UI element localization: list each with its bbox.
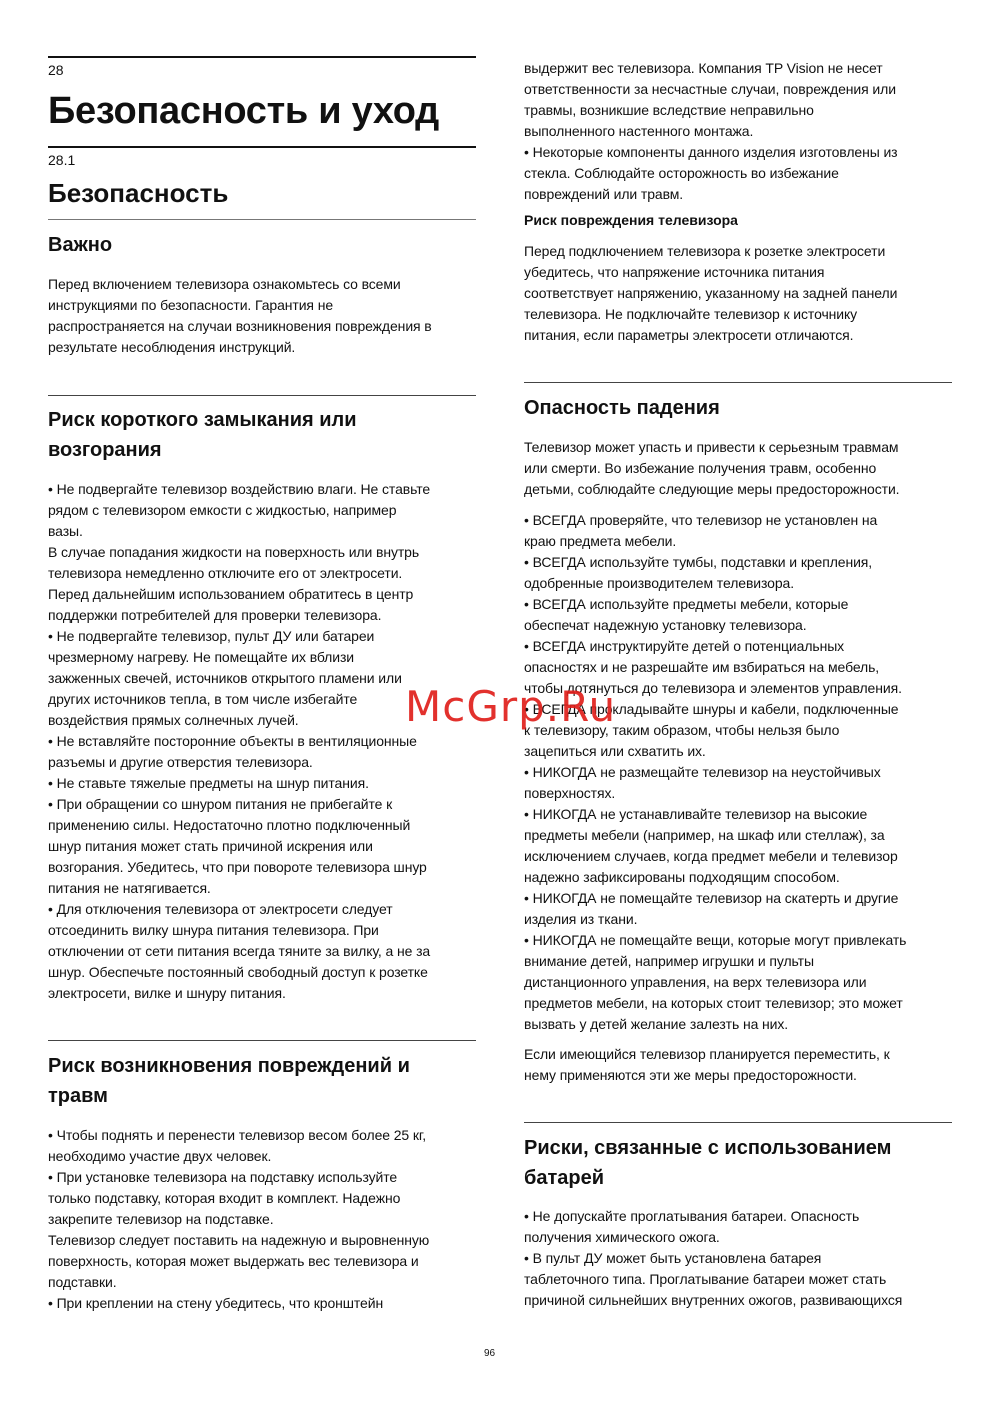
- text-line: Телевизор следует поставить на надежную и выровненную: [48, 1232, 430, 1248]
- paragraph-tv-damage: [524, 241, 897, 346]
- text-line: травм: [48, 1085, 108, 1107]
- text-line: • Некоторые компоненты данного изделия изготовлены из: [524, 144, 898, 160]
- text-line: к телевизору, таким образом, чтобы нельзя было: [524, 722, 840, 738]
- text-line: Перед подключением телевизора к розетке электросети: [524, 243, 886, 259]
- divider: [524, 1122, 952, 1123]
- text-line: • НИКОГДА не размещайте телевизор на неустойчивых: [524, 764, 881, 780]
- text-line: подставки.: [48, 1274, 117, 1290]
- text-line: отключении от сети питания всегда тяните за вилку, а не за: [48, 943, 431, 959]
- text-line: шнур питания может стать причиной искрения или: [48, 838, 373, 854]
- text-line: • Не допускайте проглатывания батареи. Опасность: [524, 1208, 860, 1224]
- text-line: изделия из ткани.: [524, 911, 638, 927]
- text-line: рядом с телевизором емкости с жидкостью, например: [48, 502, 397, 518]
- text-line: • При установке телевизора на подставку используйте: [48, 1169, 398, 1185]
- text-line: вызвать у детей желание залезть на них.: [524, 1016, 789, 1032]
- text-line: • При обращении со шнуром питания не прибегайте к: [48, 796, 393, 812]
- text-line: закрепите телевизор на подставке.: [48, 1211, 274, 1227]
- text-line: • В пульт ДУ может быть установлена батарея: [524, 1250, 822, 1266]
- text-line: Если имеющийся телевизор планируется переместить, к: [524, 1046, 890, 1062]
- text-line: одобренные производителем телевизора.: [524, 575, 795, 591]
- text-line: Телевизор может упасть и привести к серьезным травмам: [524, 439, 899, 455]
- paragraph-short-circuit: [48, 479, 430, 1004]
- text-line: травмы, возникшие вследствие неправильно: [524, 102, 814, 118]
- paragraph-battery-risk: [524, 1206, 902, 1311]
- text-line: краю предмета мебели.: [524, 533, 677, 549]
- text-line: • НИКОГДА не помещайте вещи, которые могут привлекать: [524, 932, 907, 948]
- text-line: таблеточного типа. Проглатывание батареи может стать: [524, 1271, 887, 1287]
- text-line: • ВСЕГДА инструктируйте детей о потенциальных: [524, 638, 845, 654]
- text-line: Риск возникновения повреждений и: [48, 1055, 410, 1077]
- chapter-number: 28: [48, 62, 64, 78]
- text-line: • Не ставьте тяжелые предметы на шнур питания.: [48, 775, 369, 791]
- paragraph-tip-over-intro: [524, 437, 899, 500]
- text-line: • ВСЕГДА используйте предметы мебели, которые: [524, 596, 849, 612]
- text-line: получения химического ожога.: [524, 1229, 720, 1245]
- heading-injury-risk: [48, 1051, 410, 1111]
- paragraph-important: [48, 274, 432, 358]
- text-line: вазы.: [48, 523, 83, 539]
- text-line: Перед включением телевизора ознакомьтесь со всеми: [48, 276, 401, 292]
- text-line: выдержит вес телевизора. Компания TP Vision не несет: [524, 60, 883, 76]
- text-line: результате несоблюдения инструкций.: [48, 339, 296, 355]
- text-line: шнур. Обеспечьте постоянный свободный доступ к розетке: [48, 964, 428, 980]
- section-rule: [48, 146, 476, 148]
- text-line: дистанционного управления, на верх телевизора или: [524, 974, 867, 990]
- divider: [48, 219, 476, 220]
- paragraph-tip-over-rules: [524, 510, 906, 1035]
- text-line: предметов мебели, на которых стоит телевизор; это может: [524, 995, 903, 1011]
- chapter-title: Безопасность и уход: [48, 90, 439, 132]
- text-line: убедитесь, что напряжение источника питания: [524, 264, 825, 280]
- text-line: надежно зафиксированы подходящим способом.: [524, 869, 840, 885]
- text-line: чтобы дотянуться до телевизора и элементов управления.: [524, 680, 902, 696]
- heading-tv-damage: [524, 210, 738, 231]
- text-line: выполненного настенного монтажа.: [524, 123, 754, 139]
- text-line: возгорания. Убедитесь, что при повороте телевизора шнур: [48, 859, 427, 875]
- text-line: повреждений или травм.: [524, 186, 684, 202]
- text-line: нему применяются эти же меры предосторожности.: [524, 1067, 857, 1083]
- text-line: • ВСЕГДА проверяйте, что телевизор не установлен на: [524, 512, 878, 528]
- text-line: или смерти. Во избежание получения травм, особенно: [524, 460, 877, 476]
- watermark-logo: McGrp.Ru: [405, 682, 617, 731]
- text-line: • Не подвергайте телевизор воздействию влаги. Не ставьте: [48, 481, 431, 497]
- text-line: соответствует напряжению, указанному на задней панели: [524, 285, 898, 301]
- text-line: ответственности за несчастные случаи, повреждения или: [524, 81, 896, 97]
- text-line: чрезмерному нагреву. Не помещайте их вблизи: [48, 649, 354, 665]
- paragraph-tip-over-move: [524, 1044, 890, 1086]
- text-line: Перед дальнейшим использованием обратитесь в центр: [48, 586, 414, 602]
- paragraph-wall-mount: [524, 58, 898, 205]
- text-line: телевизора немедленно отключите его от электросети.: [48, 565, 403, 581]
- section-title: Безопасность: [48, 178, 229, 208]
- text-line: применению силы. Недостаточно плотно подключенный: [48, 817, 411, 833]
- text-line: Риск повреждения телевизора: [524, 212, 738, 228]
- text-line: • Для отключения телевизора от электросети следует: [48, 901, 393, 917]
- text-line: разъемы и другие отверстия телевизора.: [48, 754, 313, 770]
- text-line: питания не натягивается.: [48, 880, 211, 896]
- text-line: зацепиться или схватить их.: [524, 743, 706, 759]
- text-line: предметы мебели (например, на шкаф или стеллаж), за: [524, 827, 885, 843]
- text-line: • Не вставляйте посторонние объекты в вентиляционные: [48, 733, 417, 749]
- text-line: воздействия прямых солнечных лучей.: [48, 712, 299, 728]
- text-line: Опасность падения: [524, 397, 720, 419]
- page-number: 96: [484, 1348, 496, 1359]
- text-line: обеспечат надежную установку телевизора.: [524, 617, 807, 633]
- text-line: стекла. Соблюдайте осторожность во избежание: [524, 165, 839, 181]
- heading-important: [48, 230, 112, 260]
- text-line: • НИКОГДА не помещайте телевизор на скатерть и другие: [524, 890, 899, 906]
- text-line: распространяется на случаи возникновения повреждения в: [48, 318, 432, 334]
- text-line: • Чтобы поднять и перенести телевизор весом более 25 кг,: [48, 1127, 426, 1143]
- text-line: электросети, вилке и шнуру питания.: [48, 985, 286, 1001]
- text-line: исключением случаев, когда предмет мебели и телевизор: [524, 848, 898, 864]
- text-line: поверхностях.: [524, 785, 616, 801]
- heading-short-circuit: [48, 405, 357, 465]
- text-line: причиной сильнейших внутренних ожогов, развивающихся: [524, 1292, 903, 1308]
- text-line: • Не подвергайте телевизор, пульт ДУ или батареи: [48, 628, 375, 644]
- section-number: 28.1: [48, 152, 76, 168]
- text-line: детьми, соблюдайте следующие меры предосторожности.: [524, 481, 900, 497]
- text-line: Важно: [48, 234, 113, 256]
- text-line: только подставку, которая входит в комплект. Надежно: [48, 1190, 401, 1206]
- divider: [48, 395, 476, 396]
- text-line: внимание детей, например игрушки и пульты: [524, 953, 814, 969]
- text-line: поверхность, которая может выдержать вес телевизора и: [48, 1253, 419, 1269]
- text-line: батарей: [524, 1167, 605, 1189]
- text-line: необходимо участие двух человек.: [48, 1148, 272, 1164]
- text-line: опасностях и не разрешайте им взбираться на мебель,: [524, 659, 880, 675]
- text-line: • НИКОГДА не устанавливайте телевизор на высокие: [524, 806, 868, 822]
- text-line: возгорания: [48, 439, 162, 461]
- text-line: • ВСЕГДА используйте тумбы, подставки и крепления,: [524, 554, 873, 570]
- text-line: поддержки потребителей для проверки телевизора.: [48, 607, 382, 623]
- text-line: • ВСЕГДА прокладывайте шнуры и кабели, подключенные: [524, 701, 899, 717]
- divider: [48, 1040, 476, 1041]
- text-line: отсоединить вилку шнура питания телевизора. При: [48, 922, 379, 938]
- text-line: телевизора. Не подключайте телевизор к источнику: [524, 306, 858, 322]
- text-line: Риски, связанные с использованием: [524, 1137, 892, 1159]
- text-line: В случае попадания жидкости на поверхность или внутрь: [48, 544, 420, 560]
- text-line: • При креплении на стену убедитесь, что кронштейн: [48, 1295, 384, 1311]
- text-line: зажженных свечей, источников открытого пламени или: [48, 670, 402, 686]
- text-line: инструкциями по безопасности. Гарантия не: [48, 297, 334, 313]
- text-line: других источников тепла, в том числе избегайте: [48, 691, 358, 707]
- paragraph-injury-risk: [48, 1125, 429, 1314]
- text-line: питания, если параметры электросети отличаются.: [524, 327, 854, 343]
- text-line: Риск короткого замыкания или: [48, 409, 357, 431]
- divider: [524, 382, 952, 383]
- chapter-rule: [48, 56, 476, 58]
- heading-tip-over: [524, 393, 720, 423]
- heading-battery-risk: [524, 1133, 891, 1193]
